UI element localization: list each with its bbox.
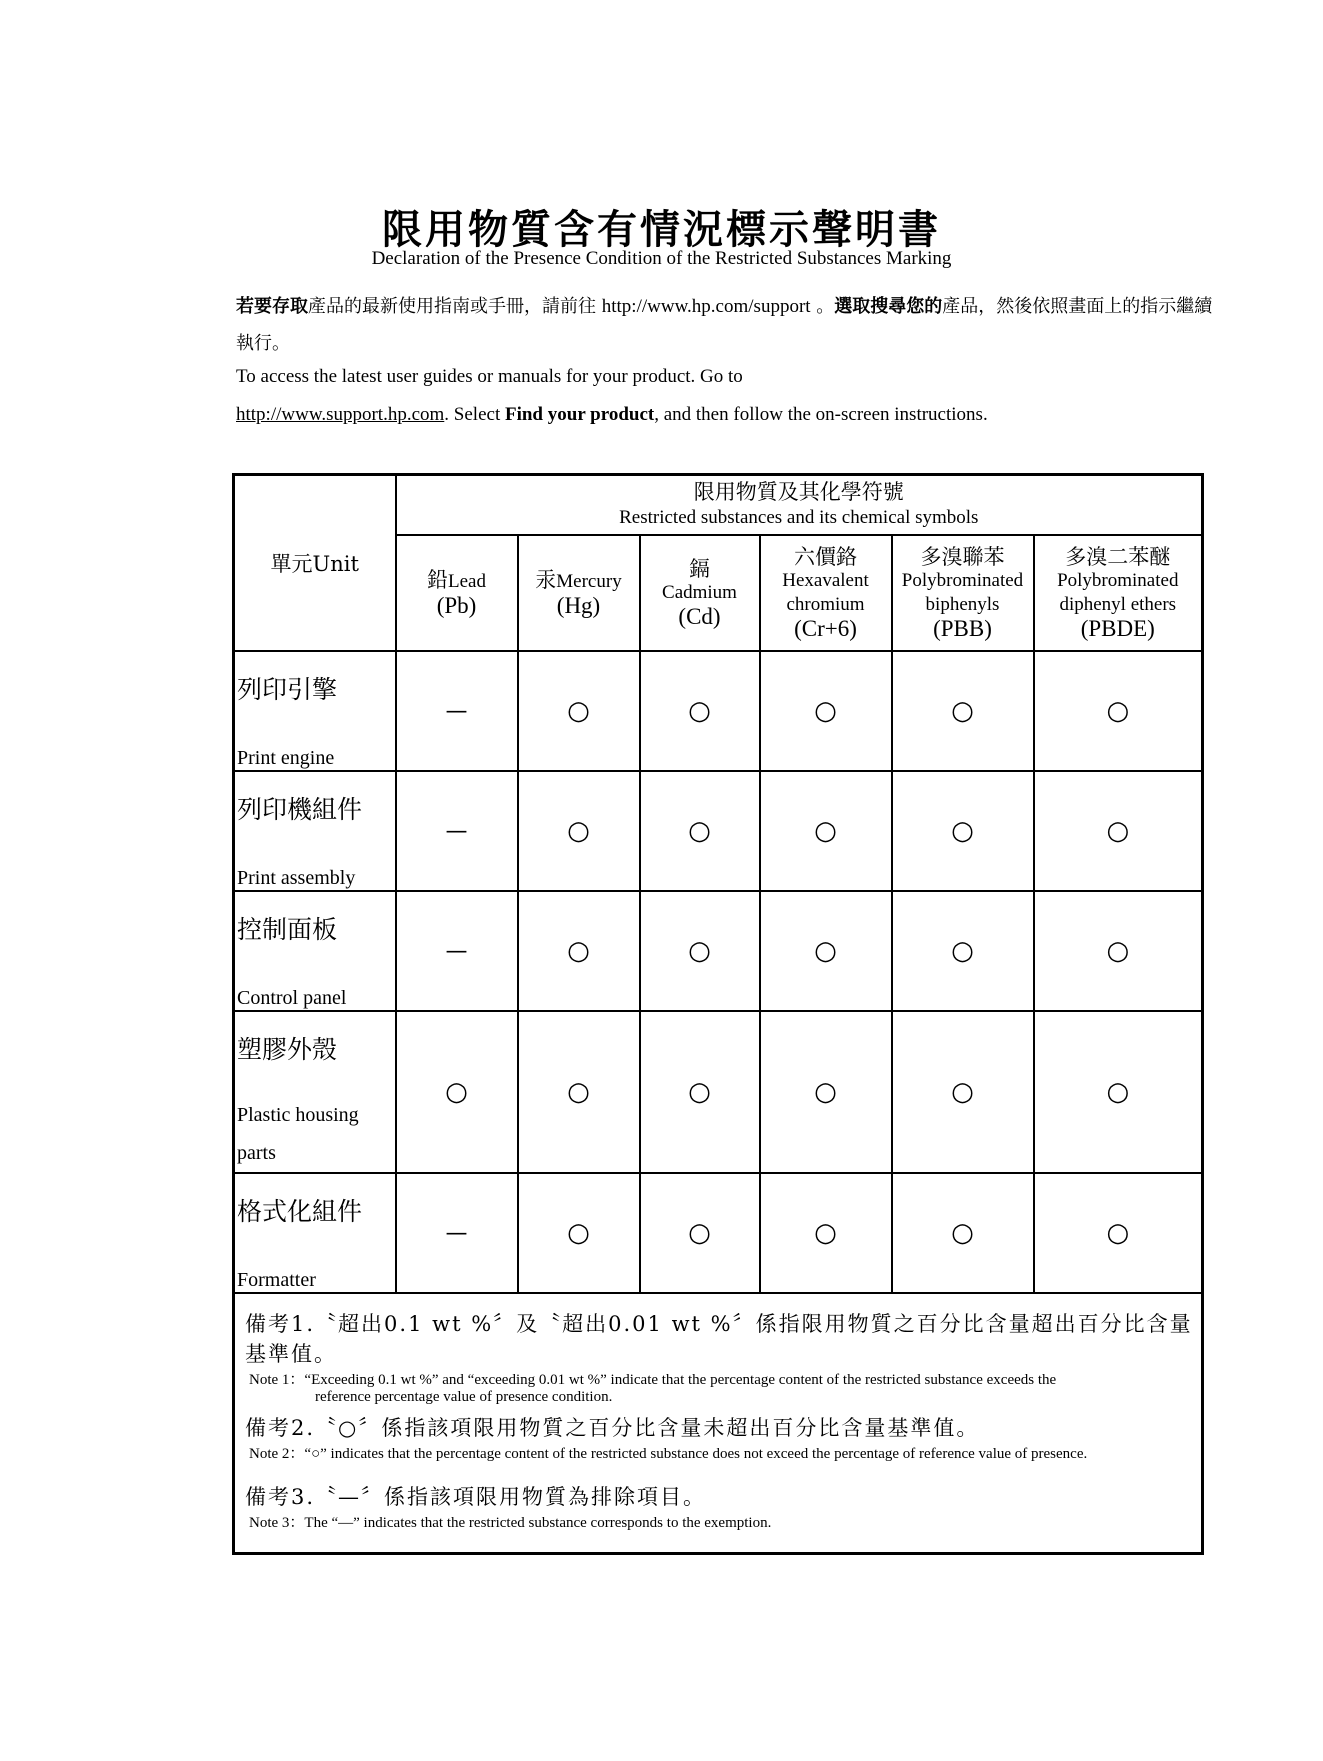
intro-zh-text-2: 。 bbox=[810, 296, 835, 317]
compliant-mark: ○ bbox=[814, 816, 837, 846]
row-unit-zh: 列印引擎 bbox=[237, 675, 338, 704]
col-en: Lead bbox=[448, 571, 486, 592]
mark-cell bbox=[396, 1173, 518, 1293]
col-en: Mercury bbox=[556, 571, 622, 592]
row-unit-en: Print assembly bbox=[237, 867, 356, 889]
column-header-pbb bbox=[892, 535, 1034, 651]
exemption-mark: — bbox=[445, 818, 468, 844]
compliant-mark: ○ bbox=[567, 816, 590, 846]
col-symbol: (PBDE) bbox=[1080, 616, 1155, 641]
col-symbol: (PBB) bbox=[933, 616, 992, 641]
compliant-mark: ○ bbox=[951, 816, 974, 846]
compliant-mark: ○ bbox=[814, 1218, 837, 1248]
intro-zh-bold-2: 選取搜尋您的 bbox=[834, 296, 943, 317]
exemption-mark: — bbox=[445, 698, 468, 724]
notes bbox=[234, 1293, 1203, 1554]
note-1-zh: 備考1.〝超出0.1 wt %〞及〝超出0.01 wt %〞係指限用物質之百分比含量超出百分比含量基準值。 bbox=[245, 1312, 1193, 1366]
compliant-mark: ○ bbox=[1106, 696, 1130, 726]
row-unit-zh: 列印機組件 bbox=[237, 795, 363, 824]
col-en: Cadmium bbox=[662, 582, 737, 603]
mark-cell bbox=[760, 1173, 892, 1293]
mark-cell bbox=[892, 771, 1034, 891]
col-zh: 汞 bbox=[535, 568, 557, 592]
compliant-mark: ○ bbox=[445, 1077, 468, 1107]
intro-zh-bold-1: 若要存取 bbox=[236, 296, 308, 317]
column-header-cadmium bbox=[640, 535, 760, 651]
compliant-mark: ○ bbox=[567, 1218, 590, 1248]
support-link[interactable]: http://www.support.hp.com bbox=[236, 404, 445, 425]
intro-zh-text-3: 產品，然後依照畫面上的指示繼續執行。 bbox=[236, 296, 1213, 354]
column-header-mercury bbox=[518, 535, 640, 651]
exemption-mark: — bbox=[445, 1220, 468, 1246]
table-row bbox=[234, 651, 1203, 771]
mark-cell bbox=[892, 1011, 1034, 1173]
compliant-mark: ○ bbox=[1106, 816, 1130, 846]
table-row bbox=[234, 1011, 1203, 1173]
compliant-mark: ○ bbox=[567, 1077, 590, 1107]
compliant-mark: ○ bbox=[951, 696, 974, 726]
mark-cell bbox=[1034, 771, 1203, 891]
substances-group-header bbox=[396, 475, 1203, 536]
note-1-en-cont: reference percentage value of presence condition. bbox=[315, 1389, 613, 1405]
mark-cell bbox=[892, 651, 1034, 771]
compliant-mark: ○ bbox=[567, 936, 590, 966]
compliant-mark: ○ bbox=[688, 696, 711, 726]
compliant-mark: ○ bbox=[1106, 1218, 1130, 1248]
document-subtitle: Declaration of the Presence Condition of the Restricted Substances Marking bbox=[371, 248, 952, 269]
row-unit-zh: 塑膠外殼 bbox=[237, 1035, 338, 1064]
compliant-mark: ○ bbox=[1106, 1077, 1130, 1107]
intro-chinese bbox=[236, 288, 1226, 362]
intro-en-end: , and then follow the on-screen instructions. bbox=[654, 404, 988, 425]
row-unit-zh: 控制面板 bbox=[237, 915, 338, 944]
unit-header: 單元Unit bbox=[234, 475, 396, 652]
note-3-en: Note 3：The “—” indicates that the restricted substance corresponds to the exemption. bbox=[249, 1515, 772, 1531]
col-symbol: (Cr+6) bbox=[794, 616, 857, 641]
intro-zh-url[interactable]: http://www.hp.com/support bbox=[601, 296, 811, 317]
col-symbol: (Cd) bbox=[678, 604, 721, 629]
compliant-mark: ○ bbox=[951, 1077, 974, 1107]
note-2-en: Note 2：“○” indicates that the percentage content of the restricted substance does not exceed the percentage of reference value of presence. bbox=[249, 1446, 1088, 1462]
col-zh: 六價鉻 bbox=[794, 545, 857, 569]
mark-cell bbox=[760, 1011, 892, 1173]
find-your-product-text: Find your product bbox=[504, 404, 655, 425]
mark-cell bbox=[396, 891, 518, 1011]
compliant-mark: ○ bbox=[814, 936, 837, 966]
mark-cell bbox=[892, 1173, 1034, 1293]
compliant-mark: ○ bbox=[688, 1077, 711, 1107]
row-unit-cell bbox=[234, 1011, 396, 1173]
col-zh: 鉛 bbox=[427, 568, 448, 592]
mark-cell bbox=[518, 651, 640, 771]
note-3-zh: 備考3.〝—〞係指該項限用物質為排除項目。 bbox=[245, 1485, 707, 1509]
mark-cell bbox=[892, 891, 1034, 1011]
mark-cell bbox=[396, 1011, 518, 1173]
compliant-mark: ○ bbox=[688, 1218, 711, 1248]
intro-en-mid: . Select bbox=[444, 404, 505, 425]
col-en: Polybrominated diphenyl ethers bbox=[1057, 570, 1179, 615]
substances-header-en: Restricted substances and its chemical symbols bbox=[619, 507, 979, 528]
mark-cell bbox=[640, 771, 760, 891]
note-1-en: Note 1：“Exceeding 0.1 wt %” and “exceeding 0.01 wt %” indicate that the percentage content of the restricted substance exceeds the bbox=[249, 1372, 1057, 1388]
col-zh: 鎘 bbox=[689, 557, 710, 581]
mark-cell bbox=[1034, 1011, 1203, 1173]
row-unit-en: Formatter bbox=[237, 1269, 316, 1291]
restricted-substances-table bbox=[232, 473, 1204, 1555]
mark-cell bbox=[1034, 891, 1203, 1011]
mark-cell bbox=[760, 891, 892, 1011]
row-unit-cell bbox=[234, 651, 396, 771]
table-row bbox=[234, 891, 1203, 1011]
mark-cell bbox=[640, 1173, 760, 1293]
row-unit-en: Print engine bbox=[237, 747, 335, 769]
document-title: 限用物質含有情況標示聲明書 bbox=[382, 206, 941, 253]
row-unit-cell bbox=[234, 771, 396, 891]
compliant-mark: ○ bbox=[567, 696, 590, 726]
col-symbol: (Hg) bbox=[556, 593, 601, 618]
table-row bbox=[234, 1173, 1203, 1293]
mark-cell bbox=[518, 1173, 640, 1293]
note-spacer bbox=[245, 1463, 1193, 1481]
column-header-hexavalent-chromium bbox=[760, 535, 892, 651]
mark-cell bbox=[640, 891, 760, 1011]
compliant-mark: ○ bbox=[1106, 936, 1130, 966]
table-row bbox=[234, 771, 1203, 891]
compliant-mark: ○ bbox=[814, 696, 837, 726]
compliant-mark: ○ bbox=[814, 1077, 837, 1107]
col-zh: 多溴二苯醚 bbox=[1065, 545, 1171, 569]
row-unit-cell bbox=[234, 1173, 396, 1293]
compliant-mark: ○ bbox=[688, 816, 711, 846]
intro-english-line-1: To access the latest user guides or manuals for your product. Go to bbox=[236, 366, 743, 387]
row-unit-en: Control panel bbox=[237, 987, 347, 1009]
mark-cell bbox=[1034, 651, 1203, 771]
mark-cell bbox=[640, 1011, 760, 1173]
row-unit-zh: 格式化組件 bbox=[237, 1197, 363, 1226]
substances-header-zh: 限用物質及其化學符號 bbox=[693, 480, 904, 504]
row-unit-en: Plastic housing parts bbox=[237, 1104, 359, 1164]
mark-cell bbox=[518, 771, 640, 891]
note-2-zh: 備考2.〝○〞係指該項限用物質之百分比含量未超出百分比含量基準值。 bbox=[245, 1416, 980, 1440]
column-header-lead bbox=[396, 535, 518, 651]
mark-cell bbox=[1034, 1173, 1203, 1293]
compliant-mark: ○ bbox=[688, 936, 711, 966]
mark-cell bbox=[396, 651, 518, 771]
intro-zh-text-1: 產品的最新使用指南或手冊，請前往 bbox=[308, 296, 602, 317]
col-en: Hexavalent chromium bbox=[782, 570, 869, 615]
column-header-pbde bbox=[1034, 535, 1203, 651]
mark-cell bbox=[640, 651, 760, 771]
intro-english-line-2 bbox=[236, 404, 1226, 426]
col-zh: 多溴聯苯 bbox=[920, 545, 1005, 569]
mark-cell bbox=[396, 771, 518, 891]
mark-cell bbox=[518, 1011, 640, 1173]
compliant-mark: ○ bbox=[951, 1218, 974, 1248]
mark-cell bbox=[518, 891, 640, 1011]
col-en: Polybrominated biphenyls bbox=[901, 570, 1024, 615]
exemption-mark: — bbox=[445, 938, 468, 964]
row-unit-cell bbox=[234, 891, 396, 1011]
compliant-mark: ○ bbox=[951, 936, 974, 966]
mark-cell bbox=[760, 651, 892, 771]
mark-cell bbox=[760, 771, 892, 891]
col-symbol: (Pb) bbox=[436, 593, 477, 618]
